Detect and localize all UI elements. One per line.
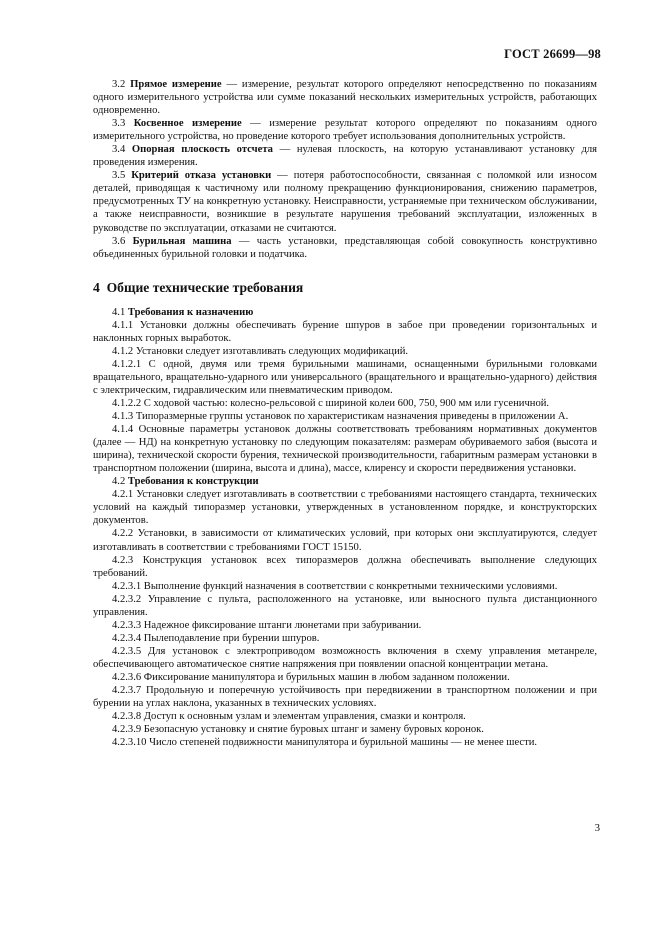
clause-paragraph: 4.2.3.9 Безопасную установку и снятие буровых штанг и замену буровых коронок. [112,724,484,736]
definition-text: — потеря работоспособности, связанная с поломкой или износом деталей, приводящая к частичному или полному прекращению функционирования, снижению параметров, предусмотренных ТУ на конкретную установку. Неисправности, устраняемые при техническом обслуживании, а также неисправности, возникшие в результате нарушения требований эксплуатации, изложенных в руководстве по эксплуатации, отказами не считаются. [93,170,597,234]
subsection-4-1-heading [93,306,597,319]
clause-paragraph: 4.2.1 Установки следует изготавливать в соответствии с требованиями настоящего стандарта, технических условий на каждый типоразмер установки, утвержденных в установленном порядке, и конструкторских документов. [93,489,597,527]
subsection-title: Требования к конструкции [127,476,259,488]
term: Бурильная машина [132,235,232,247]
clause-paragraph: 4.1.3 Типоразмерные группы установок по характеристикам назначения приведены в приложении А. [112,411,569,423]
clause-paragraph: 4.2.3 Конструкция установок всех типоразмеров должна обеспечивать выполнение следующих требований. [93,554,597,579]
clause-paragraph: 4.2.3.2 Управление с пульта, расположенного на установке, или выносного пульта дистанционного управления. [93,593,597,618]
standard-header: ГОСТ 26699—98 [504,47,601,61]
clause-number: 4.1 [112,306,126,318]
term: Опорная плоскость отсчета [131,144,273,156]
page-content [93,78,597,749]
definition-text: — часть установки, представляющая собой совокупность конструктивно объединенных бурильной головки и податчика. [93,235,597,260]
definition-3-5 [93,169,597,234]
term: Критерий отказа установки [131,170,272,182]
definition-3-4 [93,143,597,169]
clause-paragraph: 4.2.3.6 Фиксирование манипулятора и бурильных машин в любом заданном положении. [112,671,510,683]
clause-number: 3.4 [112,144,126,156]
clause-number: 3.6 [112,235,126,247]
clause-number: 3.3 [112,118,126,130]
term: Прямое измерение [130,79,222,90]
clause-paragraph: 4.1.4 Основные параметры установок должны соответствовать требованиям нормативных документов (далее — НД) на конкретную установку по следующим показателям: размерам обуриваемого забоя (высота и ширина), технической скорости бурения, технической производительности, габаритным размерам установки в транспортном положении (ширина, высота и длина), массе, клиренсу и скорости передвижения установки. [93,424,597,475]
definition-text: — измерение, результат которого определяют непосредственно по показаниям одного измерительного устройства или сумме показаний нескольких измерительных устройств, работающих одновременно. [93,79,597,117]
clause-paragraph: 4.2.3.10 Число степеней подвижности манипулятора и бурильной машины — не менее шести. [112,737,538,749]
clause-paragraph: 4.2.3.4 Пылеподавление при бурении шпуров. [112,632,320,644]
section-heading [93,280,597,296]
section-number: 4 [93,279,100,295]
definition-3-2 [93,78,597,117]
clause-paragraph: 4.2.3.7 Продольную и поперечную устойчивость при передвижении в транспортном положении и при бурении на углах наклона, указанных в технических условиях. [93,685,597,710]
clause-paragraph: 4.1.1 Установки должны обеспечивать бурение шпуров в забое при проведении горизонтальных и наклонных горных выработок. [93,319,597,344]
clause-paragraph: 4.2.3.1 Выполнение функций назначения в соответствии с конкретными техническими условиями. [112,580,558,592]
clause-paragraph: 4.2.3.8 Доступ к основным узлам и элементам управления, смазки и контроля. [112,711,466,723]
page-number: 3 [594,822,600,834]
section-title: Общие технические требования [106,279,304,295]
term: Косвенное измерение [133,118,242,130]
subsection-4-2-heading [93,475,597,488]
clause-paragraph: 4.1.2.1 С одной, двумя или тремя бурильными машинами, оснащенными бурильными головками вращательного, вращательно-ударного или универсального (вращательного и вращательно-ударного) действия с электрическим, гидравлическим или пневматическим приводом. [93,358,597,396]
definition-3-6 [93,235,597,261]
clause-paragraph: 4.1.2 Установки следует изготавливать следующих модификаций. [112,345,409,357]
definition-3-3 [93,117,597,143]
clause-number: 3.2 [112,79,126,90]
definition-text: — измерение результат которого определяют по показаниям одного измерительного устройства, но проведение которого требует использования дополнительных устройств. [93,118,597,143]
clause-paragraph: 4.2.3.5 Для установок с электроприводом возможность включения в схему управления метанреле, обеспечивающего автоматическое снятие напряжения при появлении опасной концентрации метана. [93,645,597,670]
clause-paragraph: 4.2.2 Установки, в зависимости от климатических условий, при которых они эксплуатируются, следует изготавливать в соответствии с требованиями ГОСТ 15150. [93,528,597,553]
clause-paragraph: 4.1.2.2 С ходовой частью: колесно-рельсовой с шириной колеи 600, 750, 900 мм или гусеничной. [112,397,550,409]
clause-number: 4.2 [112,476,126,488]
clause-number: 3.5 [112,170,126,182]
clause-paragraph: 4.2.3.3 Надежное фиксирование штанги люнетами при забуривании. [112,619,422,631]
definition-text: — нулевая плоскость, на которую устанавливают установку для проведения измерения. [93,144,597,169]
subsection-title: Требования к назначению [127,306,254,318]
